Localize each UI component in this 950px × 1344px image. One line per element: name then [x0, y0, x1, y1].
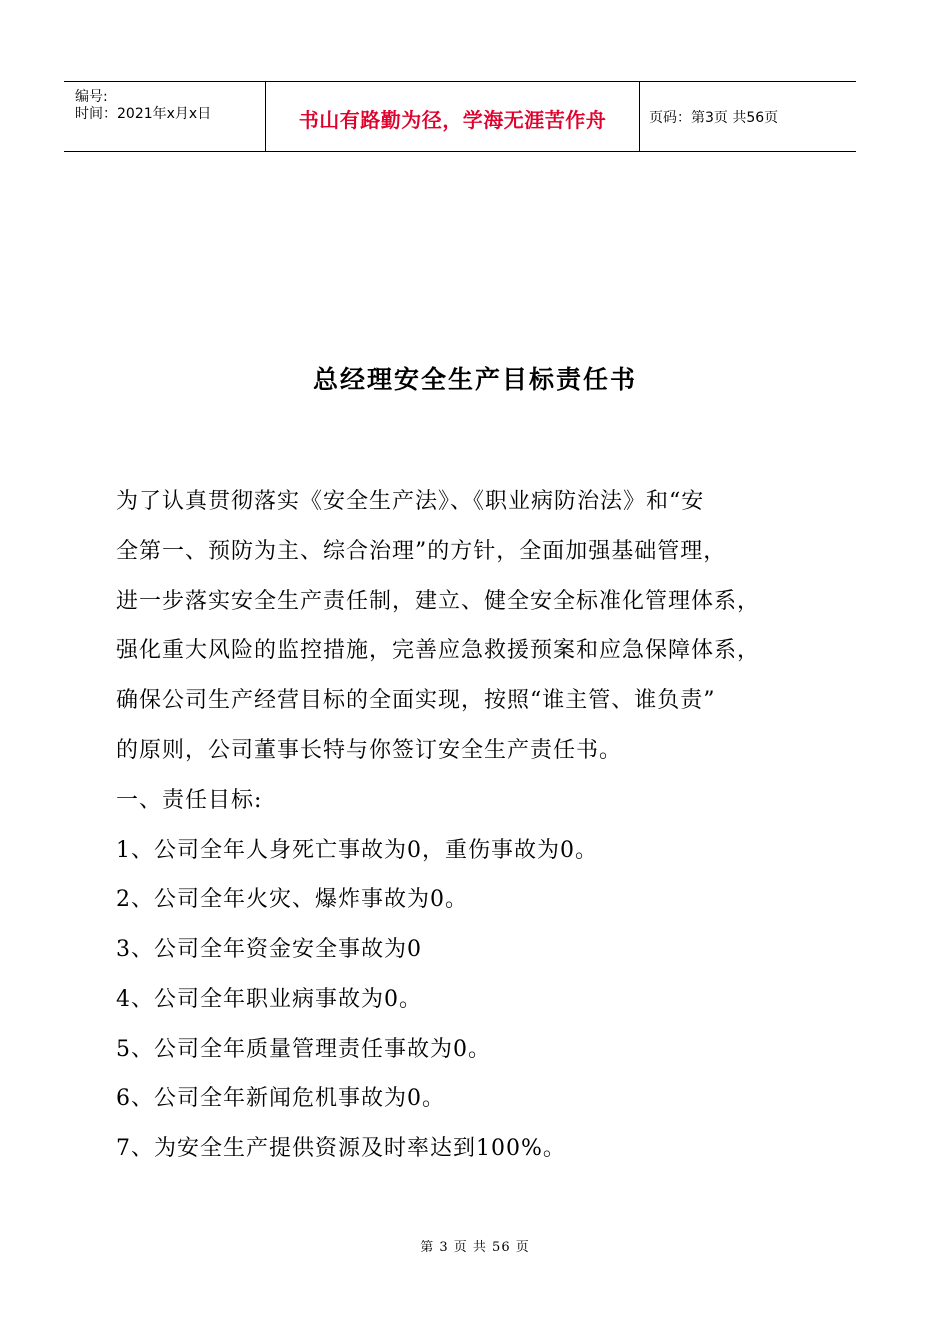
body-line: 确保公司生产经营目标的全面实现，按照“谁主管、谁负责” — [116, 688, 716, 713]
header-page-cell — [640, 82, 856, 151]
document-title: 总经理安全生产目标责任书 — [312, 365, 637, 394]
list-item: 1、公司全年人身死亡事故为0，重伤事故为0。 — [116, 838, 598, 863]
list-item: 4、公司全年职业病事故为0。 — [116, 987, 422, 1012]
header-motto-cell — [266, 82, 640, 151]
body-line: 全第一、预防为主、综合治理”的方针，全面加强基础管理， — [116, 539, 727, 564]
code-label: 编号: — [75, 89, 108, 105]
page-footer: 第 3 页 共 56 页 — [420, 1240, 530, 1255]
list-item: 7、为安全生产提供资源及时率达到100%。 — [116, 1136, 566, 1161]
body-line: 进一步落实安全生产责任制，建立、健全安全标准化管理体系， — [116, 589, 761, 614]
list-item: 3、公司全年资金安全事故为0 — [116, 937, 422, 962]
body-line: 的原则，公司董事长特与你签订安全生产责任书。 — [116, 738, 623, 763]
list-item: 5、公司全年质量管理责任事故为0。 — [116, 1037, 491, 1062]
page-header — [64, 81, 856, 152]
motto-text: 书山有路勤为径，学海无涯苦作舟 — [298, 108, 607, 132]
body-line: 强化重大风险的监控措施，完善应急救援预案和应急保障体系， — [116, 638, 761, 663]
header-page-info: 页码：第3页 共56页 — [649, 110, 779, 126]
time-label: 时间：2021年x月x日 — [75, 106, 212, 122]
list-item: 6、公司全年新闻危机事故为0。 — [116, 1086, 445, 1111]
body-line: 为了认真贯彻落实《安全生产法》、《职业病防治法》和“安 — [116, 489, 705, 514]
header-meta-cell — [64, 82, 266, 151]
section-heading: 一、责任目标: — [116, 788, 263, 813]
list-item: 2、公司全年火灾、爆炸事故为0。 — [116, 887, 468, 912]
